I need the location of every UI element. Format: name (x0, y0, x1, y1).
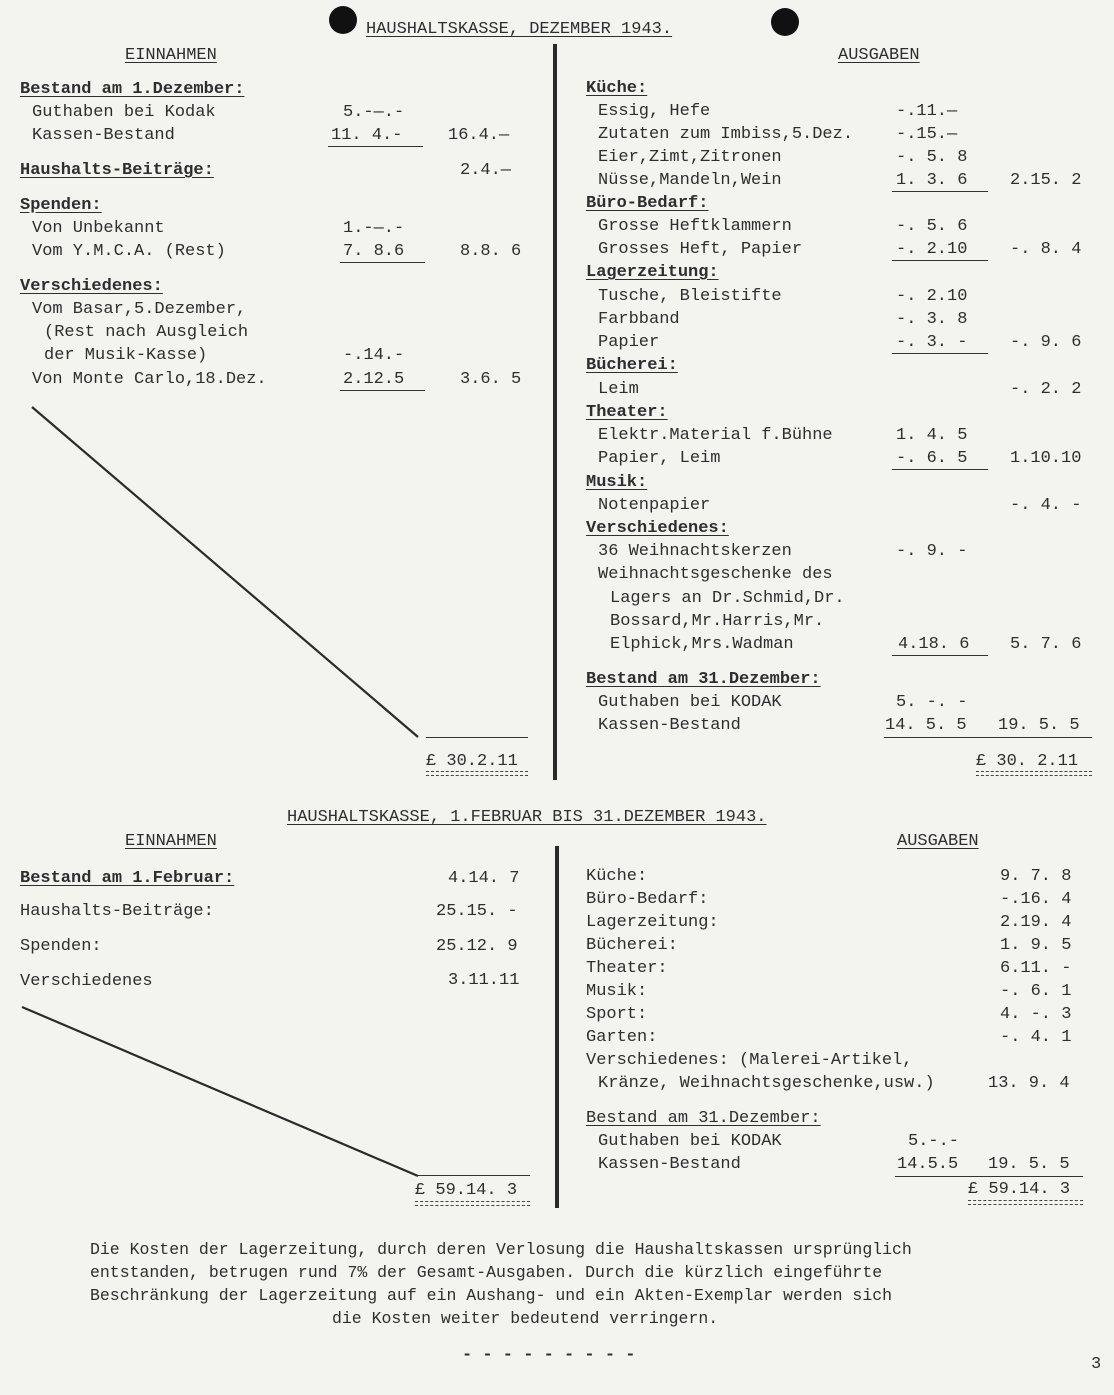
doc2-left-row-b: 25.12. 9 (436, 937, 518, 956)
doc1-right-row-label: Weihnachtsgeschenke des (598, 565, 833, 584)
doc1-left-row-label: Spenden: (20, 196, 102, 215)
doc2-closing-row-b: 19. 5. 5 (988, 1155, 1070, 1174)
page-number: 3 (1091, 1355, 1102, 1374)
doc1-left-row-label: Vom Basar,5.Dezember, (32, 300, 247, 319)
doc1-right-row-label: Küche: (586, 79, 648, 98)
doc2-closing-row-label: Kassen-Bestand (598, 1155, 741, 1174)
doc1-right-row-label: Elphick,Mrs.Wadman (610, 635, 794, 654)
doc1-right-row-label: Guthaben bei KODAK (598, 693, 782, 712)
doc2-left-total: £ 59.14. 3 (415, 1181, 518, 1200)
doc1-right-row-a: -. 5. 8 (896, 148, 968, 167)
doc1-right-row-a: -.15.— (896, 125, 958, 144)
doc1-right-row-label: Lagers an Dr.Schmid,Dr. (610, 589, 845, 608)
doc1-right-row-label: Bossard,Mr.Harris,Mr. (610, 612, 825, 631)
doc1-right-row-a: -. 3. - (896, 333, 968, 352)
footer-dashes: - - - - - - - - - (462, 1346, 636, 1365)
doc2-right-row-b: -.16. 4 (1000, 890, 1072, 909)
doc1-right-row-b: -. 9. 6 (1010, 333, 1082, 352)
doc1-right-row-label: Bücherei: (586, 356, 678, 375)
doc2-left-row-b: 25.15. - (436, 902, 518, 921)
doc1-left-row-a: 7. 8.6 (343, 242, 405, 261)
doc2-right-total: £ 59.14. 3 (968, 1180, 1071, 1199)
doc1-left-row-label: (Rest nach Ausgleich (44, 323, 249, 342)
doc1-right-row-label: Notenpapier (598, 496, 711, 515)
doc2-left-row-b: 3.11.11 (448, 971, 520, 990)
doc1-right-row-a: 1. 3. 6 (896, 171, 968, 190)
doc2-right-row-label: Kränze, Weihnachtsgeschenke,usw.) (598, 1074, 935, 1093)
doc1-einnahmen-header: EINNAHMEN (125, 46, 217, 65)
doc1-right-row-b: -. 2. 2 (1010, 380, 1082, 399)
doc1-left-row-a: 1.-—.- (343, 219, 405, 238)
doc2-einnahmen-header: EINNAHMEN (125, 832, 217, 851)
doc2-right-row-label: Theater: (586, 959, 668, 978)
doc1-right-row-b: -. 4. - (1010, 496, 1082, 515)
doc1-right-total: £ 30. 2.11 (976, 752, 1079, 771)
doc2-right-row-label: Büro-Bedarf: (586, 890, 709, 909)
doc1-right-row-a: -. 2.10 (896, 240, 968, 259)
doc1-right-row-label: Theater: (586, 403, 668, 422)
doc1-right-row-label: Leim (598, 380, 639, 399)
doc2-title: HAUSHALTSKASSE, 1.FEBRUAR BIS 31.DEZEMBER 1943. (287, 808, 767, 827)
doc1-right-row-a: -. 9. - (896, 542, 968, 561)
doc1-left-row-label: der Musik-Kasse) (44, 346, 208, 365)
doc1-left-row-label: Vom Y.M.C.A. (Rest) (32, 242, 226, 261)
doc1-right-row-label: Eier,Zimt,Zitronen (598, 148, 782, 167)
doc1-right-row-label: Tusche, Bleistifte (598, 287, 782, 306)
doc1-right-row-label: Essig, Hefe (598, 102, 711, 121)
doc1-right-row-a: 4.18. 6 (898, 635, 970, 654)
doc1-left-row-label: Von Monte Carlo,18.Dez. (32, 370, 267, 389)
doc1-left-row-a: 11. 4.- (331, 126, 403, 145)
doc1-right-row-label: Musik: (586, 473, 648, 492)
doc1-right-row-label: Büro-Bedarf: (586, 194, 709, 213)
doc1-right-row-a: -.11.— (896, 102, 958, 121)
doc1-right-row-b: 2.15. 2 (1010, 171, 1082, 190)
doc1-right-row-b: -. 8. 4 (1010, 240, 1082, 259)
doc2-closing-row-label: Guthaben bei KODAK (598, 1132, 782, 1151)
doc1-right-row-a: -. 3. 8 (896, 310, 968, 329)
doc1-right-row-label: 36 Weihnachtskerzen (598, 542, 792, 561)
footer-line: entstanden, betrugen rund 7% der Gesamt-Ausgaben. Durch die kürzlich eingeführte (90, 1263, 883, 1282)
doc1-right-row-b: 19. 5. 5 (998, 716, 1080, 735)
doc2-left-row-label: Spenden: (20, 937, 102, 956)
doc2-right-row-label: Verschiedenes: (Malerei-Artikel, (586, 1051, 913, 1070)
doc1-right-row-a: 1. 4. 5 (896, 426, 968, 445)
doc1-right-row-label: Elektr.Material f.Bühne (598, 426, 833, 445)
doc2-right-row-label: Musik: (586, 982, 648, 1001)
doc2-right-row-b: 9. 7. 8 (1000, 867, 1072, 886)
footer-line: Beschränkung der Lagerzeitung auf ein Aushang- und ein Akten-Exemplar werden sich (90, 1286, 893, 1305)
doc2-right-row-label: Küche: (586, 867, 648, 886)
doc1-right-row-label: Zutaten zum Imbiss,5.Dez. (598, 125, 854, 144)
doc1-left-row-b: 16.4.— (448, 126, 510, 145)
doc1-left-row-label: Kassen-Bestand (32, 126, 175, 145)
doc2-left-row-label: Bestand am 1.Februar: (20, 869, 235, 888)
doc2-closing-row-a: 14.5.5 (897, 1155, 959, 1174)
doc1-right-row-label: Bestand am 31.Dezember: (586, 670, 821, 689)
doc1-diagonal-strike (32, 407, 418, 737)
footer-note (90, 1238, 1050, 1330)
doc1-right-row-label: Nüsse,Mandeln,Wein (598, 171, 782, 190)
doc1-right-row-label: Papier (598, 333, 660, 352)
doc2-right-row-b: 6.11. - (1000, 959, 1072, 978)
doc1-right-row-b: 5. 7. 6 (1010, 635, 1082, 654)
doc1-left-row-label: Verschiedenes: (20, 277, 163, 296)
doc1-left-row-label: Bestand am 1.Dezember: (20, 80, 245, 99)
doc2-right-row-label: Lagerzeitung: (586, 913, 719, 932)
doc2-right-row-label: Sport: (586, 1005, 648, 1024)
doc1-right-row-a: -. 6. 5 (896, 449, 968, 468)
doc1-left-row-a: 5.-—.- (343, 103, 405, 122)
doc2-right-row-b: 4. -. 3 (1000, 1005, 1072, 1024)
doc1-left-row-b: 8.8. 6 (460, 242, 522, 261)
doc2-closing-header: Bestand am 31.Dezember: (586, 1109, 821, 1128)
doc1-right-row-a: 14. 5. 5 (885, 716, 967, 735)
doc1-right-row-label: Verschiedenes: (586, 519, 729, 538)
doc1-left-row-b: 2.4.— (460, 161, 512, 180)
footer-line: die Kosten weiter bedeutend verringern. (332, 1309, 719, 1328)
doc2-left-row-b: 4.14. 7 (448, 869, 520, 888)
doc2-right-row-label: Garten: (586, 1028, 658, 1047)
doc1-left-total: £ 30.2.11 (426, 752, 518, 771)
doc2-right-row-b: -. 6. 1 (1000, 982, 1072, 1001)
doc1-left-row-label: Von Unbekannt (32, 219, 165, 238)
doc2-right-row-b: -. 4. 1 (1000, 1028, 1072, 1047)
doc1-right-row-b: 1.10.10 (1010, 449, 1082, 468)
doc2-right-row-b: 1. 9. 5 (1000, 936, 1072, 955)
footer-line: Die Kosten der Lagerzeitung, durch deren Verlosung die Haushaltskassen ursprünglich (90, 1240, 912, 1259)
doc1-right-row-a: 5. -. - (896, 693, 968, 712)
doc1-right-row-a: -. 5. 6 (896, 217, 968, 236)
doc1-left-row-label: Guthaben bei Kodak (32, 103, 216, 122)
doc1-title: HAUSHALTSKASSE, DEZEMBER 1943. (366, 20, 673, 39)
doc2-left-row-label: Verschiedenes (20, 972, 153, 991)
doc1-right-row-a: -. 2.10 (896, 287, 968, 306)
doc2-closing-row-a: 5.-.- (908, 1132, 960, 1151)
doc1-right-row-label: Papier, Leim (598, 449, 721, 468)
doc1-right-row-label: Grosses Heft, Papier (598, 240, 803, 259)
doc1-left-row-a: 2.12.5 (343, 370, 405, 389)
doc2-right-row-label: Bücherei: (586, 936, 678, 955)
doc1-left-row-label: Haushalts-Beiträge: (20, 161, 214, 180)
doc2-ausgaben-header: AUSGABEN (897, 832, 979, 851)
doc1-right-row-label: Grosse Heftklammern (598, 217, 792, 236)
doc1-left-row-b: 3.6. 5 (460, 370, 522, 389)
doc1-left-row-a: -.14.- (343, 346, 405, 365)
doc1-ausgaben-header: AUSGABEN (838, 46, 920, 65)
doc2-right-row-b: 13. 9. 4 (988, 1074, 1070, 1093)
doc1-right-row-label: Lagerzeitung: (586, 263, 719, 282)
doc1-right-row-label: Kassen-Bestand (598, 716, 741, 735)
doc2-diagonal-strike (22, 1007, 418, 1176)
doc1-right-row-label: Farbband (598, 310, 680, 329)
doc2-right-row-b: 2.19. 4 (1000, 913, 1072, 932)
doc2-left-row-label: Haushalts-Beiträge: (20, 902, 214, 921)
